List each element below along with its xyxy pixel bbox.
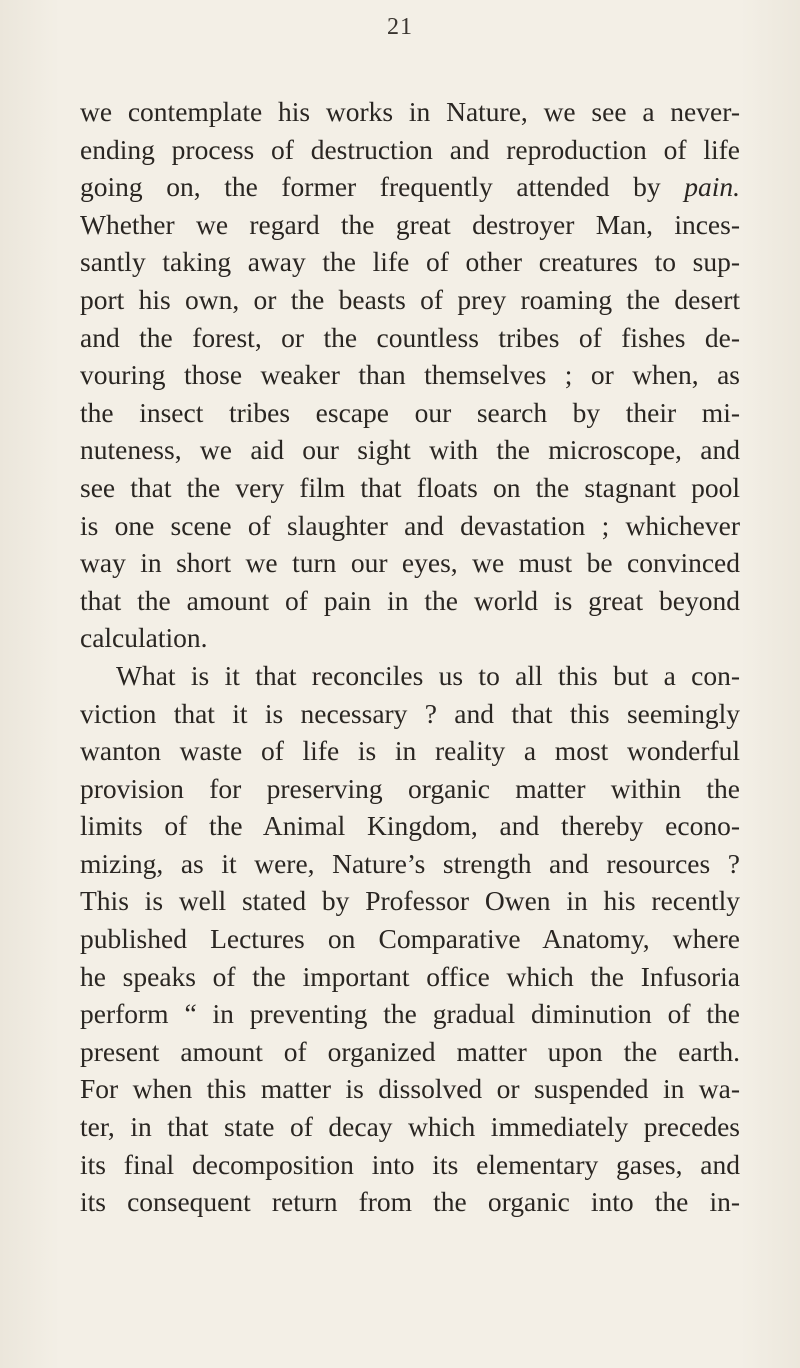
text-line-5: santly taking away the life of other creatures to sup- [80,246,740,278]
text-line-20: limits of the Animal Kingdom, and thereby econo- [80,810,740,842]
italic-word-pain: pain. [684,171,740,203]
text-line-22: This is well stated by Professor Owen in his recently [80,885,740,917]
text-line-19: provision for preserving organic matter within the [80,772,740,804]
body-text [80,93,740,1221]
text-line-4: Whether we regard the great destroyer Man, inces- [80,208,740,240]
text-line-10: nuteness, we aid our sight with the microscope, and [80,434,740,466]
text-line-6: port his own, or the beasts of prey roaming the desert [80,283,740,315]
text-line-7: and the forest, or the countless tribes of fishes de- [80,321,740,353]
text-line-23: published Lectures on Comparative Anatomy, where [80,923,740,955]
text-line-2: ending process of destruction and reproduction of life [80,133,740,165]
text-line-18: wanton waste of life is in reality a most wonderful [80,735,740,767]
text-line-13: way in short we turn our eyes, we must be convinced [80,547,740,579]
text-line-1: we contemplate his works in Nature, we see a never- [80,96,740,127]
text-line-11: see that the very film that floats on the stagnant pool [80,471,740,503]
text-line-21: mizing, as it were, Nature’s strength and resources ? [80,847,740,879]
text-line-24: he speaks of the important office which the Infusoria [80,960,740,992]
text-line-25: perform “ in preventing the gradual diminution of the [80,998,740,1030]
text-line-16: What is it that reconciles us to all this but a con- [116,659,740,691]
text-line-17: viction that it is necessary ? and that this seemingly [80,697,740,729]
text-line-30: its consequent return from the organic into the in- [80,1186,740,1218]
text-line-29: its final decomposition into its elementary gases, and [80,1148,740,1180]
text-line-26: present amount of organized matter upon the earth. [80,1035,740,1067]
text-line-3 [80,168,740,206]
text-line-14: that the amount of pain in the world is great beyond [80,584,740,616]
text-line-27: For when this matter is dissolved or suspended in wa- [80,1073,740,1105]
text-line-12: is one scene of slaughter and devastation ; whichever [80,509,740,541]
text-line-28: ter, in that state of decay which immediately precedes [80,1111,740,1143]
text-line-15: calculation. [80,622,208,654]
text-line-8: vouring those weaker than themselves ; or when, as [80,359,740,391]
text-line-3-main: going on, the former frequently attended by [80,171,685,203]
text-line-9: the insect tribes escape our search by their mi- [80,396,740,428]
page-number: 21 [387,14,413,40]
